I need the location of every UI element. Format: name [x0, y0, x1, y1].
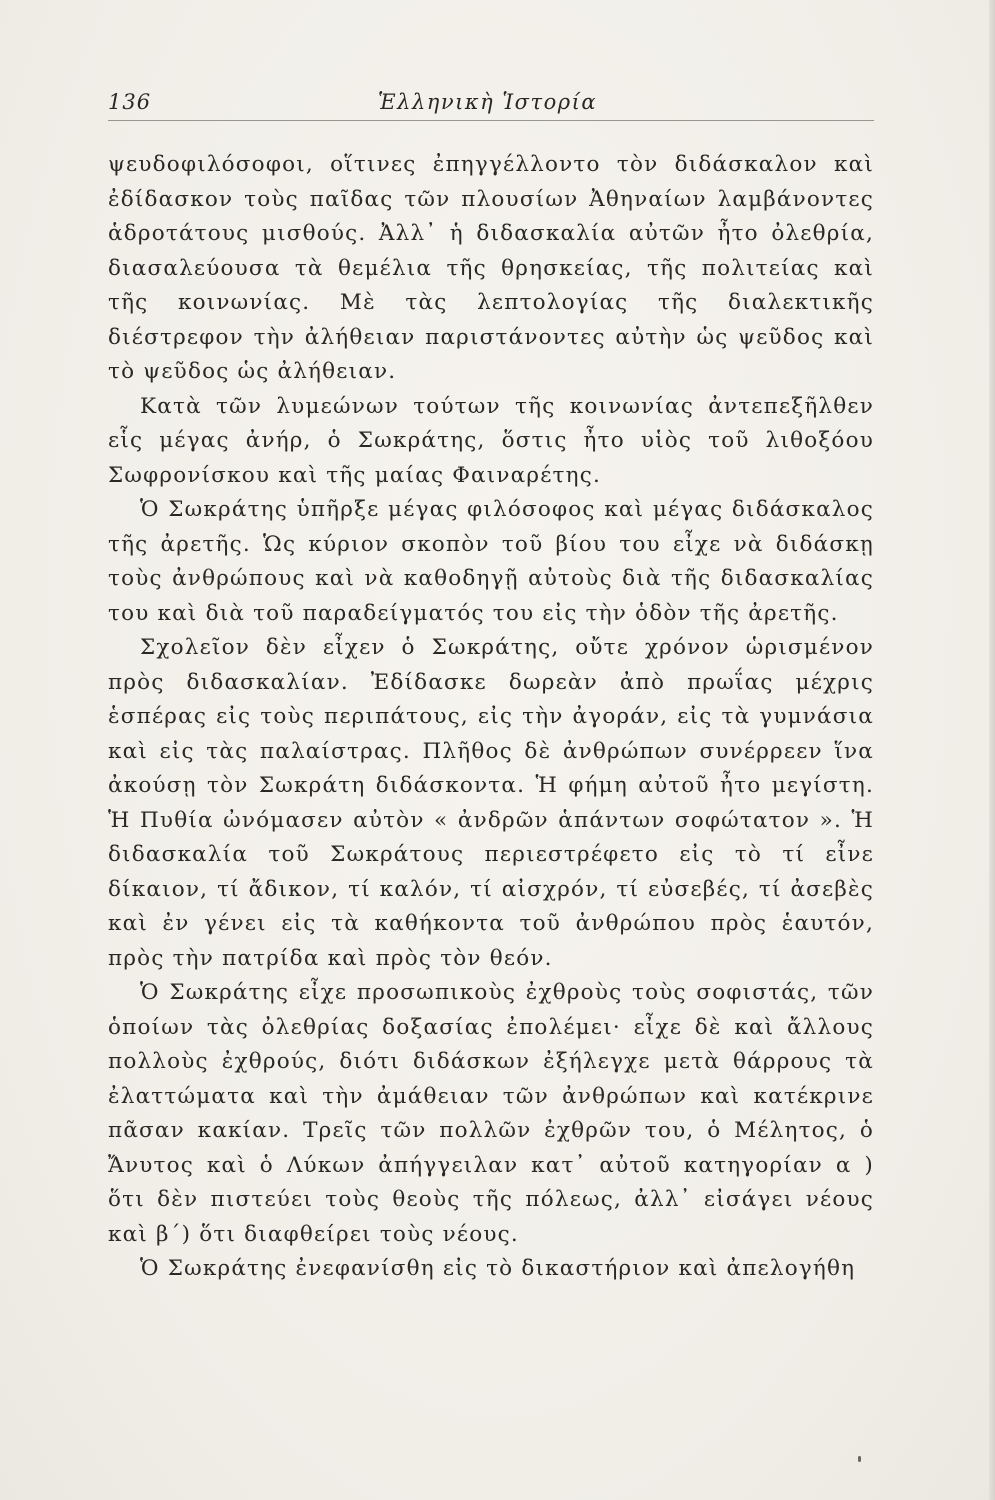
running-title: Ἑλληνικὴ Ἱστορία [378, 90, 598, 114]
page-edge-shadow [989, 0, 995, 1500]
running-header [108, 86, 874, 121]
paragraph: Κατὰ τῶν λυμεώνων τούτων τῆς κοινωνίας ἀντεπεξῆλθεν εἷς μέγας ἀνήρ, ὁ Σωκράτης, ὅστις ἦτο υἱὸς τοῦ λιθοξόου Σωφρονίσκου καὶ τῆς μαίας Φαιναρέτης. [108, 393, 874, 488]
paragraph: Ὁ Σωκράτης ὑπῆρξε μέγας φιλόσοφος καὶ μέγας διδάσκαλος τῆς ἀρετῆς. Ὡς κύριον σκοπὸν τοῦ βίου του εἶχε νὰ διδάσκῃ τοὺς ἀνθρώπους καὶ νὰ καθοδηγῇ αὐτοὺς διὰ τῆς διδασκαλίας του καὶ διὰ τοῦ παραδείγματός του εἰς τὴν ὁδὸν τῆς ἀρετῆς. [108, 497, 874, 626]
page-number: 136 [108, 90, 152, 114]
paragraph: Ὁ Σωκράτης εἶχε προσωπικοὺς ἐχθροὺς τοὺς σοφιστάς, τῶν ὁποίων τὰς ὀλεθρίας δοξασίας ἐπολέμει· εἶχε δὲ καὶ ἄλλους πολλοὺς ἐχθρούς, διότι διδάσκων ἐξήλεγχε μετὰ θάρρους τὰ ἐλαττώματα καὶ τὴν ἀμάθειαν τῶν ἀνθρώπων καὶ κατέκρινε πᾶσαν κακίαν. Τρεῖς τῶν πολλῶν ἐχθρῶν του, ὁ Μέλητος, ὁ Ἄνυτος καὶ ὁ Λύκων ἀπήγγειλαν κατ᾽ αὐτοῦ κατηγορίαν α ) ὅτι δὲν πιστεύει τοὺς θεοὺς τῆς πόλεως, ἀλλ᾽ εἰσάγει νέους καὶ β΄) ὅτι διαφθείρει τοὺς νέους. [108, 980, 874, 1247]
ink-speck [858, 1456, 861, 1462]
paragraph: Σχολεῖον δὲν εἶχεν ὁ Σωκράτης, οὔτε χρόνον ὡρισμένον πρὸς διδασκαλίαν. Ἐδίδασκε δωρεὰν ἀπὸ πρωΐας μέχρις ἑσπέρας εἰς τοὺς περιπάτους, εἰς τὴν ἀγοράν, εἰς τὰ γυμνάσια καὶ εἰς τὰς παλαίστρας. Πλῆθος δὲ ἀνθρώπων συνέρρεεν ἵνα ἀκούσῃ τὸν Σωκράτη διδάσκοντα. Ἡ φήμη αὐτοῦ ἦτο μεγίστη. Ἡ Πυθία ὠνόμασεν αὐτὸν « ἀνδρῶν ἁπάντων σοφώτατον ». Ἡ διδασκαλία τοῦ Σωκράτους περιεστρέφετο εἰς τὸ τί εἶνε δίκαιον, τί ἄδικον, τί καλόν, τί αἰσχρόν, τί εὐσεβές, τί ἀσεβὲς καὶ ἐν γένει εἰς τὰ καθήκοντα τοῦ ἀνθρώπου πρὸς ἑαυτόν, πρὸς τὴν πατρίδα καὶ πρὸς τὸν θεόν. [108, 635, 874, 971]
body-text [108, 148, 874, 1287]
paragraph: Ὁ Σωκράτης ἐνεφανίσθη εἰς τὸ δικαστήριον καὶ ἀπελογήθη [140, 1256, 856, 1281]
paragraph: ψευδοφιλόσοφοι, οἵτινες ἐπηγγέλλοντο τὸν διδάσκαλον καὶ ἐδίδασκον τοὺς παῖδας τῶν πλουσίων Ἀθηναίων λαμβάνοντες ἁδροτάτους μισθούς. Ἀλλ᾽ ἡ διδασκαλία αὐτῶν ἦτο ὀλεθρία, διασαλεύουσα τὰ θεμέλια τῆς θρησκείας, τῆς πολιτείας καὶ τῆς κοινωνίας. Μὲ τὰς λεπτολογίας τῆς διαλεκτικῆς διέστρεφον τὴν ἀλήθειαν παριστάνοντες αὐτὴν ὡς ψεῦδος καὶ τὸ ψεῦδος ὡς ἀλήθειαν. [108, 152, 874, 384]
